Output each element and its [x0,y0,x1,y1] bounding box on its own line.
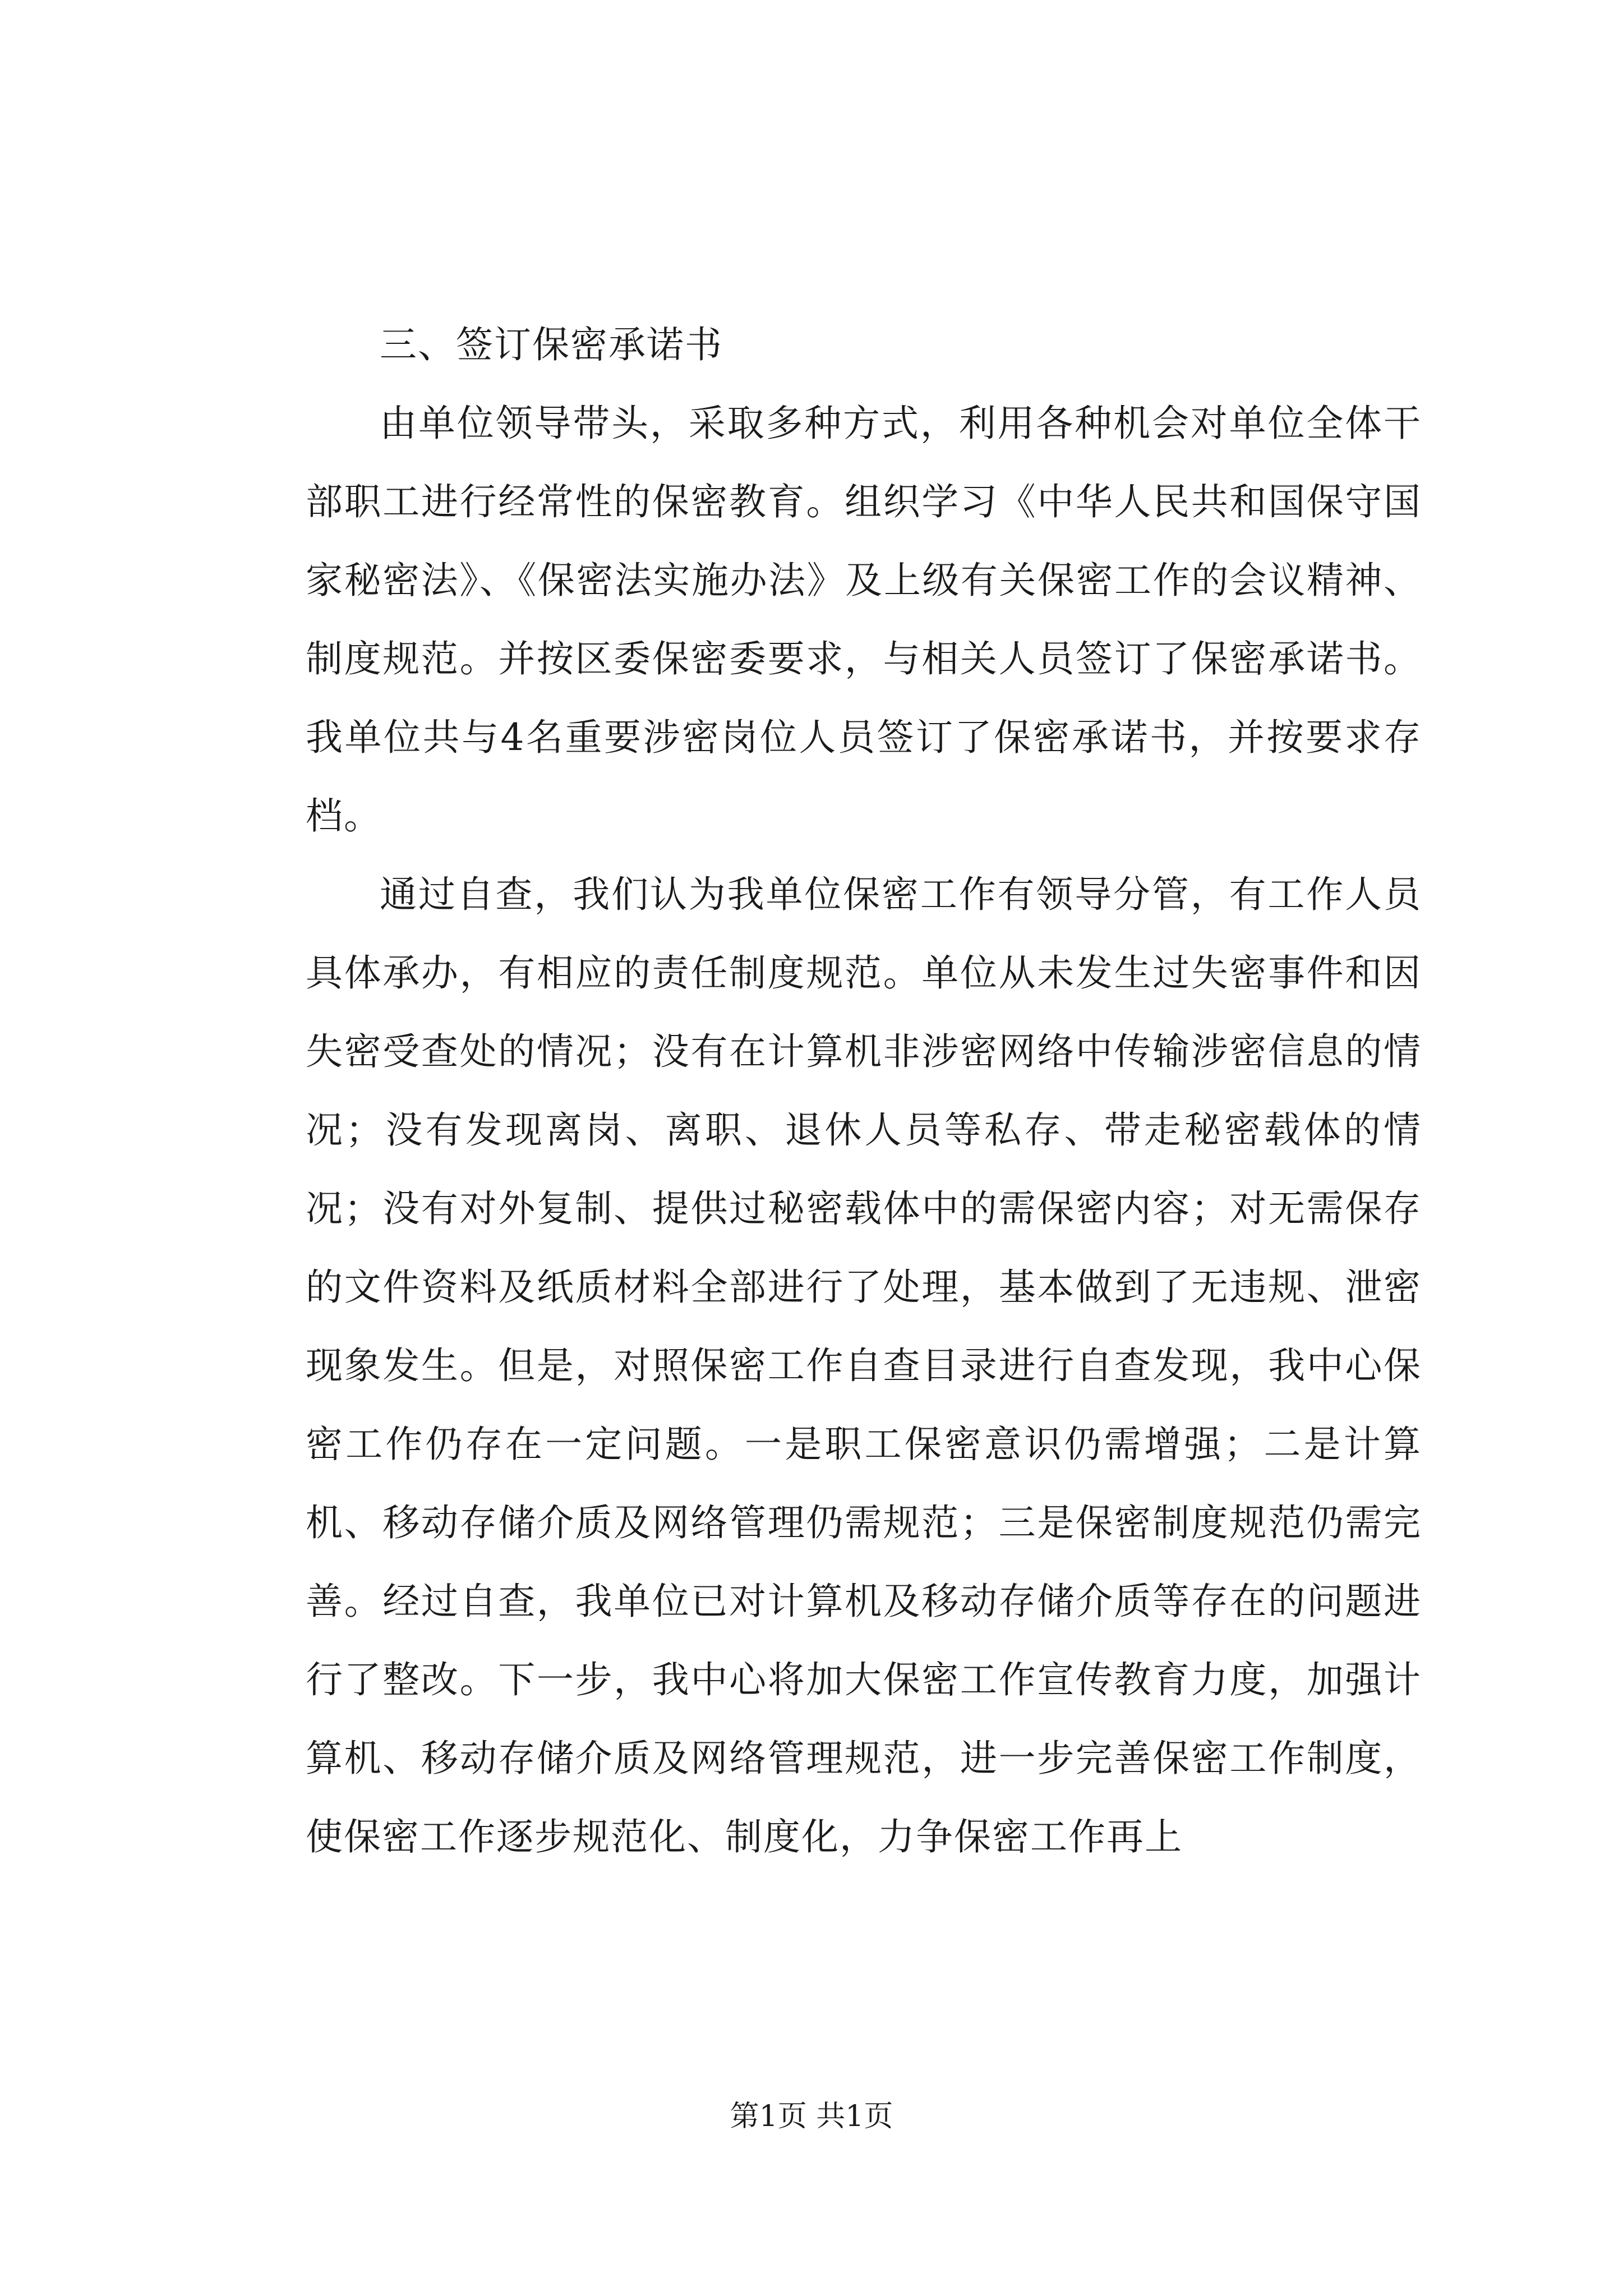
paragraph-commitment: 由单位领导带头，采取多种方式，利用各种机会对单位全体干部职工进行经常性的保密教育。组织学习《中华人民共和国保守国家秘密法》、《保密法实施办法》及上级有关保密工作的会议精神、制度规范。并按区委保密委要求，与相关人员签订了保密承诺书。我单位共与4名重要涉密岗位人员签订了保密承诺书，并按要求存档。 [306,402,1422,838]
document-body [306,306,1422,1876]
page-footer: 第1页 共1页 [730,2100,893,2133]
section-heading: 三、签订保密承诺书 [380,323,723,366]
paragraph-self-inspection: 通过自查，我们认为我单位保密工作有领导分管，有工作人员具体承办，有相应的责任制度规范。单位从未发生过失密事件和因失密受查处的情况；没有在计算机非涉密网络中传输涉密信息的情况；没有发现离岗、离职、退休人员等私存、带走秘密载体的情况；没有对外复制、提供过秘密载体中的需保密内容；对无需保存的文件资料及纸质材料全部进行了处理，基本做到了无违规、泄密现象发生。但是，对照保密工作自查目录进行自查发现，我中心保密工作仍存在一定问题。一是职工保密意识仍需增强；二是计算机、移动存储介质及网络管理仍需规范；三是保密制度规范仍需完善。经过自查，我单位已对计算机及移动存储介质等存在的问题进行了整改。下一步，我中心将加大保密工作宣传教育力度，加强计算机、移动存储介质及网络管理规范，进一步完善保密工作制度，使保密工作逐步规范化、制度化，力争保密工作再上 [306,873,1422,1858]
